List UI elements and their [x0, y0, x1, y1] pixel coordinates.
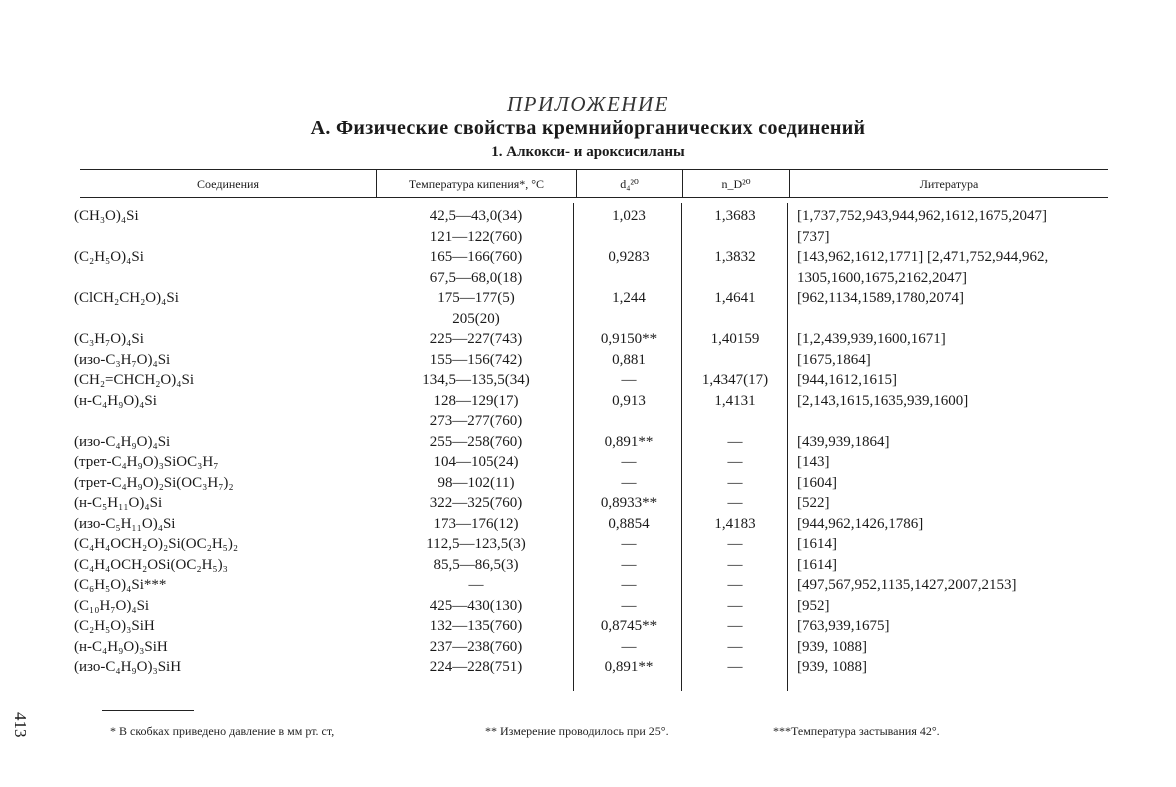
- boiling-point-cell: 205(20): [452, 310, 500, 327]
- compound-cell: (изо-C₄H₉O)₄Si: [74, 433, 171, 450]
- density-cell: 0,913: [612, 392, 646, 409]
- boiling-point-cell: 112,5—123,5(3): [426, 536, 526, 552]
- compound-cell: (н-C₅H₁₁O)₄Si: [74, 495, 163, 511]
- boiling-point-cell: —: [468, 577, 484, 593]
- compound-cell: (изо-C₄H₉O)₃SiH: [74, 659, 182, 675]
- refractive-index-cell: 1,40159: [710, 331, 760, 347]
- boiling-point-cell: 255—258(760): [429, 433, 523, 450]
- literature-cell: [1675,1864]: [797, 351, 871, 368]
- refractive-index-cell: —: [727, 577, 743, 593]
- density-cell: —: [621, 556, 637, 573]
- refractive-index-cell: —: [727, 618, 743, 634]
- section-title: А. Физические свойства кремнийорганических соединений: [310, 117, 866, 139]
- density-cell: —: [621, 577, 637, 593]
- refractive-index-cell: —: [727, 638, 743, 655]
- density-cell: 0,8854: [608, 515, 650, 532]
- footnote-freezing: ***Температура застывания 42°.: [773, 724, 940, 738]
- density-cell: 0,881: [612, 351, 646, 368]
- density-cell: —: [621, 597, 637, 614]
- boiling-point-cell: 132—135(760): [429, 618, 523, 634]
- refractive-index-cell: —: [727, 433, 743, 450]
- page-number: 413: [11, 712, 30, 738]
- footnote-measurement: ** Измерение проводилось при 25°.: [485, 724, 669, 738]
- density-cell: 0,9150**: [600, 331, 658, 347]
- compound-cell: (н-C₄H₉O)₄Si: [74, 392, 157, 409]
- column-header-density: d₄²⁰: [620, 176, 639, 191]
- refractive-index-cell: —: [727, 495, 743, 511]
- literature-cell: [939, 1088]: [797, 659, 867, 675]
- boiling-point-cell: 273—277(760): [429, 413, 523, 429]
- boiling-point-cell: 67,5—68,0(18): [429, 269, 523, 286]
- literature-cell: [143]: [797, 454, 830, 470]
- column-header-refractive-index: n_D²⁰: [721, 176, 751, 191]
- compound-cell: (ClCH₂CH₂O)₄Si: [74, 290, 179, 306]
- density-cell: —: [621, 372, 637, 388]
- boiling-point-cell: 155—156(742): [429, 351, 523, 368]
- refractive-index-cell: 1,4347(17): [701, 372, 769, 388]
- column-header-boiling-point: Температура кипения*, °С: [408, 176, 545, 191]
- boiling-point-cell: 128—129(17): [433, 392, 519, 409]
- literature-cell: [439,939,1864]: [797, 433, 890, 450]
- column-divider: [787, 203, 788, 691]
- density-cell: —: [621, 536, 637, 552]
- refractive-index-cell: —: [727, 659, 743, 675]
- literature-cell: [2,143,1615,1635,939,1600]: [797, 392, 969, 409]
- literature-cell: [944,1612,1615]: [797, 372, 897, 388]
- compound-cell: (трет-C₄H₉O)₃SiOC₃H₇: [74, 454, 219, 470]
- boiling-point-cell: 224—228(751): [429, 659, 523, 675]
- refractive-index-cell: —: [727, 454, 743, 470]
- boiling-point-cell: 322—325(760): [429, 495, 523, 511]
- compound-cell: (C₃H₇O)₄Si: [74, 331, 144, 347]
- column-divider: [573, 203, 574, 691]
- literature-cell: [143,962,1612,1771] [2,471,752,944,962,: [797, 249, 1049, 265]
- literature-cell: [1,737,752,943,944,962,1612,1675,2047]: [797, 208, 1047, 224]
- compound-cell: (C₄H₄OCH₂O)₂Si(OC₂H₅)₂: [74, 536, 239, 552]
- literature-cell: [1604]: [797, 474, 837, 491]
- footnote-pressure: * В скобках приведено давление в мм рт. ст,: [110, 724, 335, 738]
- column-header-compound: Соединения: [197, 176, 259, 191]
- density-cell: —: [621, 454, 637, 470]
- literature-cell: [1614]: [797, 556, 837, 573]
- literature-cell: [497,567,952,1135,1427,2007,2153]: [797, 577, 1017, 593]
- boiling-point-cell: 42,5—43,0(34): [429, 208, 523, 224]
- density-cell: 0,891**: [604, 659, 654, 675]
- refractive-index-cell: 1,4131: [714, 392, 756, 409]
- literature-cell: [962,1134,1589,1780,2074]: [797, 290, 964, 306]
- compound-cell: (C₆H₅O)₄Si***: [74, 577, 167, 593]
- density-cell: —: [621, 474, 637, 491]
- compound-cell: (CH₃O)₄Si: [74, 208, 139, 224]
- compound-cell: (изо-C₃H₇O)₄Si: [74, 351, 171, 368]
- boiling-point-cell: 173—176(12): [433, 515, 519, 532]
- density-cell: —: [621, 638, 637, 655]
- column-divider: [681, 203, 682, 691]
- literature-cell: [763,939,1675]: [797, 618, 890, 634]
- refractive-index-cell: 1,4641: [714, 290, 756, 306]
- refractive-index-cell: —: [727, 474, 743, 491]
- boiling-point-cell: 175—177(5): [437, 290, 515, 306]
- appendix-title: ПРИЛОЖЕНИЕ: [507, 92, 669, 116]
- boiling-point-cell: 104—105(24): [433, 454, 519, 470]
- boiling-point-cell: 98—102(11): [437, 474, 515, 491]
- literature-cell: [939, 1088]: [797, 638, 867, 655]
- compound-cell: (C₄H₄OCH₂OSi(OC₂H₅)₃: [74, 556, 228, 573]
- compound-cell: (C₂H₅O)₄Si: [74, 249, 144, 265]
- boiling-point-cell: 237—238(760): [429, 638, 523, 655]
- compound-cell: (трет-C₄H₉O)₂Si(OC₃H₇)₂: [74, 474, 234, 491]
- compound-cell: (CH₂=CHCH₂O)₄Si: [74, 372, 194, 388]
- refractive-index-cell: —: [727, 556, 743, 573]
- refractive-index-cell: 1,3832: [714, 249, 756, 265]
- compound-cell: (C₁₀H₇O)₄Si: [74, 597, 150, 614]
- literature-cell: [952]: [797, 597, 830, 614]
- compound-cell: (н-C₄H₉O)₃SiH: [74, 638, 168, 655]
- refractive-index-cell: —: [727, 597, 743, 614]
- refractive-index-cell: —: [727, 536, 743, 552]
- density-cell: 0,891**: [604, 433, 654, 450]
- density-cell: 0,8933**: [600, 495, 658, 511]
- subsection-title: 1. Алкокси- и ароксисиланы: [491, 144, 685, 160]
- boiling-point-cell: 425—430(130): [429, 597, 523, 614]
- density-cell: 0,9283: [608, 249, 650, 265]
- boiling-point-cell: 85,5—86,5(3): [433, 556, 519, 573]
- compound-cell: (изо-C₅H₁₁O)₄Si: [74, 515, 176, 532]
- boiling-point-cell: 225—227(743): [429, 331, 523, 347]
- literature-cell: [1614]: [797, 536, 837, 552]
- footnote-rule: [102, 710, 194, 711]
- compound-cell: (C₂H₅O)₃SiH: [74, 618, 155, 634]
- literature-cell: [944,962,1426,1786]: [797, 515, 924, 532]
- boiling-point-cell: 134,5—135,5(34): [422, 372, 530, 388]
- refractive-index-cell: 1,3683: [714, 208, 756, 224]
- literature-cell: 1305,1600,1675,2162,2047]: [797, 269, 967, 286]
- density-cell: 0,8745**: [600, 618, 658, 634]
- column-header-literature: Литература: [919, 176, 979, 191]
- literature-cell: [737]: [797, 228, 830, 245]
- refractive-index-cell: 1,4183: [714, 515, 756, 532]
- density-cell: 1,244: [612, 290, 646, 306]
- literature-cell: [1,2,439,939,1600,1671]: [797, 331, 946, 347]
- boiling-point-cell: 121—122(760): [429, 228, 523, 245]
- boiling-point-cell: 165—166(760): [429, 249, 523, 265]
- literature-cell: [522]: [797, 495, 830, 511]
- density-cell: 1,023: [612, 208, 646, 224]
